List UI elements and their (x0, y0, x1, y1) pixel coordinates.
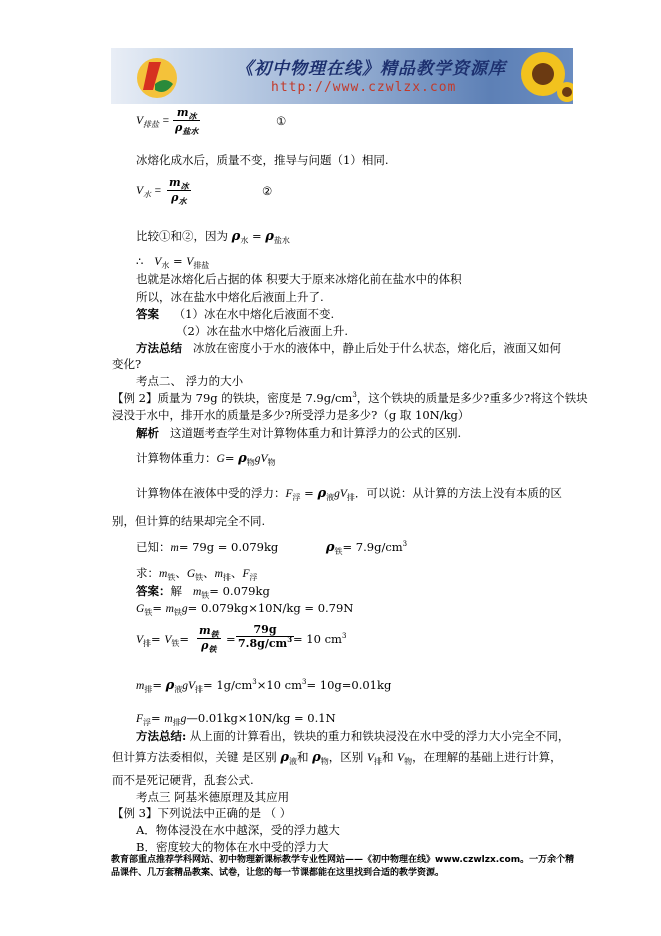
summary-2: 方法总结: 从上面的计算看出，铁块的重力和铁块浸没在水中受的浮力大小完全不同， (136, 729, 570, 743)
volume-result: = 10 $cm^3$ (293, 632, 347, 646)
buoyancy-cont: 别，但计算的结果却完全不同. (112, 514, 266, 528)
buoyancy-formula: 计算物体在液体中受的浮力：$F_浮 = \rho_液gV_排$．可以说：从计算的方法上没有本质的区 (136, 486, 562, 502)
formula1-lhs: $V_{排盐}$ = (136, 115, 170, 129)
formula2-mark: ② (262, 184, 273, 198)
solution-line: 答案：解 $m_铁= 0.079kg$ (136, 584, 270, 600)
mass-displaced-calc: $m_排= \rho_液gV_排= 1g/cm^3\times 10$ $cm^3= 10g=0.01kg$ (136, 678, 392, 694)
example-3: 【例 3】下列说法中正确的是 （ ） (112, 806, 292, 820)
formula1-mark: ① (276, 114, 287, 128)
page-footer: 教育部重点推荐学科网站、初中物理新课标教学专业性网站——《初中物理在线》www.czwlzx.com。一万余个精品课件、几万套精品教案、试卷，让您的每一节课都能在这里找到合适的教学资源。 (111, 855, 575, 878)
volume-lhs: $V_排= V_铁=$ (136, 632, 189, 648)
known-line: 已知：m= 79g = 0.079kg $\rho_铁= 7.9g/cm^3$ (136, 540, 408, 556)
summary-1-cont: 变化? (112, 357, 142, 371)
site-logo-icon (135, 54, 179, 100)
sunflower-icon (503, 48, 573, 104)
banner-url[interactable]: http://www.czwlzx.com (271, 80, 457, 95)
answer-2: （2）冰在盐水中熔化后液面上升. (176, 324, 348, 338)
para-volume: 也就是冰熔化后占据的体 积要大于原来冰熔化前在盐水中的体积 (136, 272, 462, 286)
buoyancy-calc: $F_浮=$ $m_排g—0.01kg\times 10N/kg = 0.1N$ (136, 711, 336, 727)
melt-line: 冰熔化成水后，质量不变，推导与问题（1）相同. (136, 153, 389, 167)
compare-line: 比较①和②，因为 $\rho_水 = \rho_{盐水}$ (136, 229, 290, 245)
ask-line: 求：$m_铁$、$G_铁$、$m_排$、$F_浮$ (136, 566, 258, 582)
answer-1: 答案 （1）冰在水中熔化后液面不变. (136, 307, 335, 321)
gravity-calc: $G_铁= m_铁g= 0.079kg\times 10N/kg = 0.79N$ (136, 601, 354, 617)
summary-2-line2: 但计算方法委相似，关键 是区别 $\rho_液$和 $\rho_物$，区别 $V_排$和 $V_物$，在理解的基础上进行计算， (112, 750, 562, 766)
formula1-fraction: $m_冰$ $\rho_{盐水}$ (175, 106, 199, 136)
kaodian-2: 考点二、 浮力的大小 (136, 374, 244, 388)
option-a: A．物体浸没在水中越深，受的浮力越大 (136, 823, 340, 837)
example-2-line2: 浸没于水中，排开水的质量是多少?所受浮力是多少?（g 取 10N/kg） (112, 408, 470, 422)
formula2-lhs: $V_水$ = (136, 185, 162, 199)
kaodian-3: 考点三 阿基米德原理及其应用 (136, 790, 290, 804)
header-banner (111, 48, 573, 104)
equals-sign: = (226, 632, 236, 646)
option-b: B．密度较大的物体在水中受的浮力大 (136, 840, 329, 854)
therefore-line: ∴ $V_水 = V_{排盐}$ (136, 254, 210, 270)
banner-title: 《初中物理在线》精品教学资源库 (236, 59, 506, 79)
analysis-line: 解析 这道题考查学生对计算物体重力和计算浮力的公式的区别. (136, 426, 462, 440)
formula2-fraction: $m_冰$ $\rho_水$ (169, 176, 189, 206)
gravity-formula: 计算物体重力：$G= \rho_物gV_物$ (136, 451, 276, 467)
summary-1: 方法总结 冰放在密度小于水的液体中，静止后处于什么状态，熔化后，液面又如何 (136, 341, 561, 355)
volume-fraction-2: 79g $7.8g/cm^3$ (238, 623, 293, 650)
para-conclusion: 所以，冰在盐水中熔化后液面上升了. (136, 290, 324, 304)
volume-fraction-1: $m_铁$ $\rho_铁$ (199, 624, 219, 654)
example-2-line1: 【例 2】质量为 79g 的铁块，密度是 $7.9g/cm^3$，这个铁块的质量是多少?重多少?将这个铁块 (112, 391, 588, 405)
summary-2-line3: 而不是死记硬背，乱套公式. (112, 773, 254, 787)
